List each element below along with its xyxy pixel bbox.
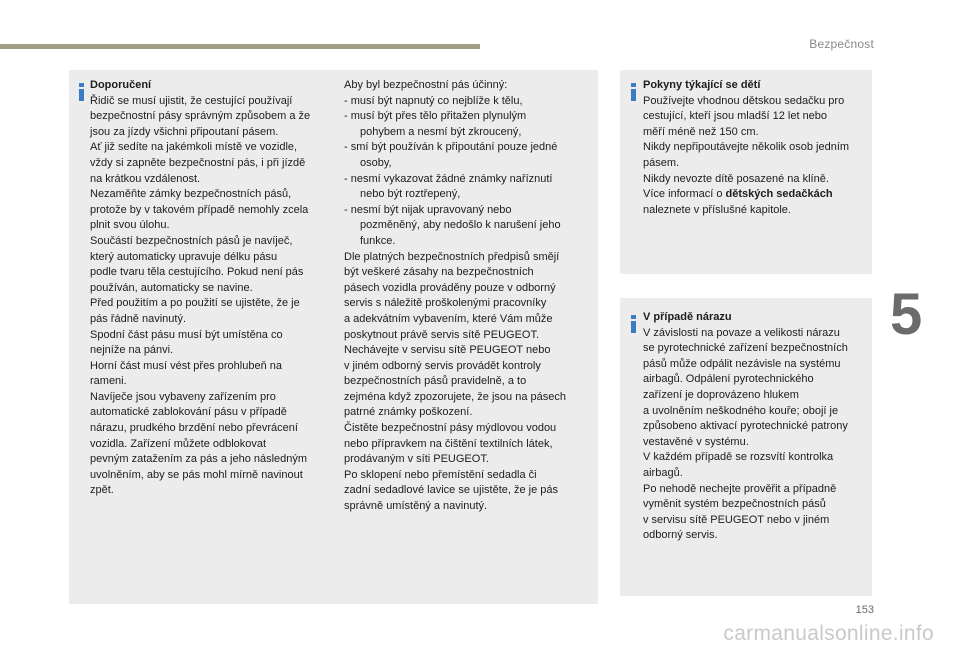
bullet-item-continuation: pozměněný, aby nedošlo k narušení jeho — [360, 219, 561, 232]
right-bottom-note-title: V případě nárazu — [643, 311, 732, 323]
middle-text-line: pásech vozidla prováděny pouze v odborný — [344, 281, 556, 294]
left-note-line: vozidla. Zařízení můžete odblokovat — [90, 437, 267, 450]
left-note-title: Doporučení — [90, 79, 152, 91]
left-note-line: Horní část musí vést přes prohlubeň na — [90, 359, 282, 372]
right-bottom-note-line: odborný servis. — [643, 529, 718, 542]
info-icon — [631, 83, 636, 101]
middle-text-line: nebo přípravkem na čištění textilních látek, — [344, 437, 553, 450]
bullet-item: - nesmí vykazovat žádné známky naříznutí — [344, 172, 553, 185]
middle-text-line: Čistěte bezpečnostní pásy mýdlovou vodou — [344, 422, 557, 435]
left-note-line: pás řádně navinutý. — [90, 312, 187, 325]
right-bottom-note-line: airbagů. — [643, 466, 683, 479]
middle-text-line: a adekvátním vybavením, které Vám může — [344, 312, 553, 325]
middle-text-line: v jiném odborný servis provádět kontroly — [344, 359, 541, 372]
middle-text-line: zadní sedadlové lavice se ujistěte, že je pás — [344, 484, 559, 497]
chapter-number: 5 — [890, 282, 923, 347]
right-top-more-suffix: naleznete v příslušné kapitole. — [643, 203, 791, 216]
middle-text-line: bezpečnostních pásů pravidelně, a to — [344, 375, 527, 388]
left-note-line: jsou za jízdy všichni připoutaní pásem. — [90, 125, 279, 138]
right-bottom-note-line: vestavěné v systému. — [643, 435, 749, 448]
page-number: 153 — [855, 604, 874, 616]
left-note-line: Spodní část pásu musí být umístěna co — [90, 328, 283, 341]
middle-text-line: Nechávejte v servisu sítě PEUGEOT nebo — [344, 344, 551, 357]
right-top-note-line: Používejte vhodnou dětskou sedačku pro — [643, 94, 845, 107]
bullet-item-continuation: funkce. — [360, 234, 396, 247]
middle-text-line: Po sklopení nebo přemístění sedadla či — [344, 468, 537, 481]
left-note-line: pevným zatažením za pás a jeho následným — [90, 453, 308, 466]
right-bottom-note-line: zařízení je doprovázeno hlukem — [643, 388, 799, 401]
middle-text-line: poskytnout právě servis sítě PEUGEOT. — [344, 328, 540, 341]
middle-bullet-list — [344, 94, 566, 250]
right-top-note-line: měří méně než 150 cm. — [643, 125, 759, 138]
right-bottom-note-line: způsobeno aktivací pyrotechnické patrony — [643, 420, 848, 433]
bullet-item: - musí být přes tělo přitažen plynulým — [344, 110, 527, 123]
left-note-line: zpět. — [90, 484, 114, 497]
more-bold: dětských sedačkách — [725, 188, 833, 201]
left-note-line: Součástí bezpečnostních pásů je navíječ, — [90, 234, 293, 247]
bullet-item: - nesmí být nijak upravovaný nebo — [344, 203, 512, 216]
header-accent-bar — [0, 44, 480, 49]
middle-text-line: Dle platných bezpečnostních předpisů smějí — [344, 250, 560, 263]
left-note-line: Nezaměňte zámky bezpečnostních pásů, — [90, 188, 292, 201]
left-note-line: Navíječe jsou vybaveny zařízením pro — [90, 390, 276, 403]
right-top-note-line: Nikdy nevozte dítě posazené na klíně. — [643, 172, 829, 185]
info-icon — [631, 315, 636, 333]
bullet-item: - smí být používán k připoutání pouze jedné — [344, 141, 558, 154]
left-note-line: Řidič se musí ujistit, že cestující používají — [90, 94, 293, 107]
bullet-item: - musí být napnutý co nejblíže k tělu, — [344, 94, 523, 107]
left-note-line: na krátkou vzdálenost. — [90, 172, 201, 185]
info-icon — [79, 83, 84, 101]
middle-text — [344, 78, 566, 515]
middle-text-line: servis s náležitě proškolenými pracovníky — [344, 297, 547, 310]
middle-text-line: patrné známky poškození. — [344, 406, 473, 419]
middle-text-line: být veškeré zásahy na bezpečnostních — [344, 266, 534, 279]
right-bottom-note-line: pásů může odpálit nezávisle na systému — [643, 357, 841, 370]
left-note-line: vždy si zapněte bezpečnostní pás, i při jízdě — [90, 156, 306, 169]
right-top-note — [643, 78, 849, 218]
right-bottom-note-line: v servisu sítě PEUGEOT nebo v jiném — [643, 513, 830, 526]
more-prefix: Více informací o — [643, 188, 726, 201]
right-top-more — [643, 187, 849, 203]
section-title: Bezpečnost — [809, 37, 874, 51]
right-bottom-note-line: V závislosti na povaze a velikosti nárazu — [643, 326, 840, 339]
right-bottom-note-line: vyměnit systém bezpečnostních pásů — [643, 498, 826, 511]
left-note-line: Ať již sedíte na jakémkoli místě ve vozidle, — [90, 141, 298, 154]
right-top-note-title: Pokyny týkající se dětí — [643, 79, 761, 91]
left-note-line: nejníže na pánvi. — [90, 344, 174, 357]
watermark: carmanualsonline.info — [723, 622, 934, 645]
left-note-line: automatické zablokování pásu v případě — [90, 406, 287, 419]
right-bottom-note-line: Po nehodě nechejte prověřit a případně — [643, 482, 837, 495]
right-bottom-note-line: airbagů. Odpálení pyrotechnického — [643, 373, 814, 386]
bullet-item-continuation: nebo být roztřepený, — [360, 188, 461, 201]
right-bottom-note-line: V každém případě se rozsvítí kontrolka — [643, 451, 834, 464]
right-bottom-note-line: se pyrotechnické zařízení bezpečnostních — [643, 342, 848, 355]
middle-text-line: správně umístěný a navinutý. — [344, 500, 488, 513]
left-note-line: rameni. — [90, 375, 127, 388]
middle-text-line: zejména když zpozorujete, že jsou na pásech — [344, 390, 566, 403]
left-note-line: bezpečnostní pásy správným způsobem a že — [90, 110, 311, 123]
bullet-item-continuation: osoby, — [360, 156, 392, 169]
left-note-line: používán, automaticky se navine. — [90, 281, 253, 294]
right-top-note-line: cestující, kteří jsou mladší 12 let nebo — [643, 110, 828, 123]
right-top-note-line: pásem. — [643, 156, 680, 169]
middle-text-line: prodávaným v síti PEUGEOT. — [344, 453, 489, 466]
left-note-line: protože by v takovém případě nemohly zcela — [90, 203, 309, 216]
right-bottom-note-line: a uvolněním neškodného kouře; obojí je — [643, 404, 839, 417]
bullet-item-continuation: pohybem a nesmí být zkroucený, — [360, 125, 522, 138]
middle-paragraphs — [344, 250, 566, 515]
right-top-note-line: Nikdy nepřipoutávejte několik osob jedním — [643, 141, 850, 154]
left-note-line: plnit svou úlohu. — [90, 219, 170, 232]
left-note-line: podle tvaru těla cestujícího. Pokud není pás — [90, 266, 304, 279]
left-note-line: uvolněním, aby se pás mohl mírně navinout — [90, 468, 303, 481]
right-bottom-note — [643, 310, 848, 544]
left-note — [90, 78, 310, 499]
left-note-line: Před použitím a po použití se ujistěte, že je — [90, 297, 300, 310]
left-note-line: nárazu, prudkého brzdění nebo převrácení — [90, 422, 298, 435]
left-note-line: který automaticky upravuje délku pásu — [90, 250, 278, 263]
middle-intro: Aby byl bezpečnostní pás účinný: — [344, 79, 508, 91]
